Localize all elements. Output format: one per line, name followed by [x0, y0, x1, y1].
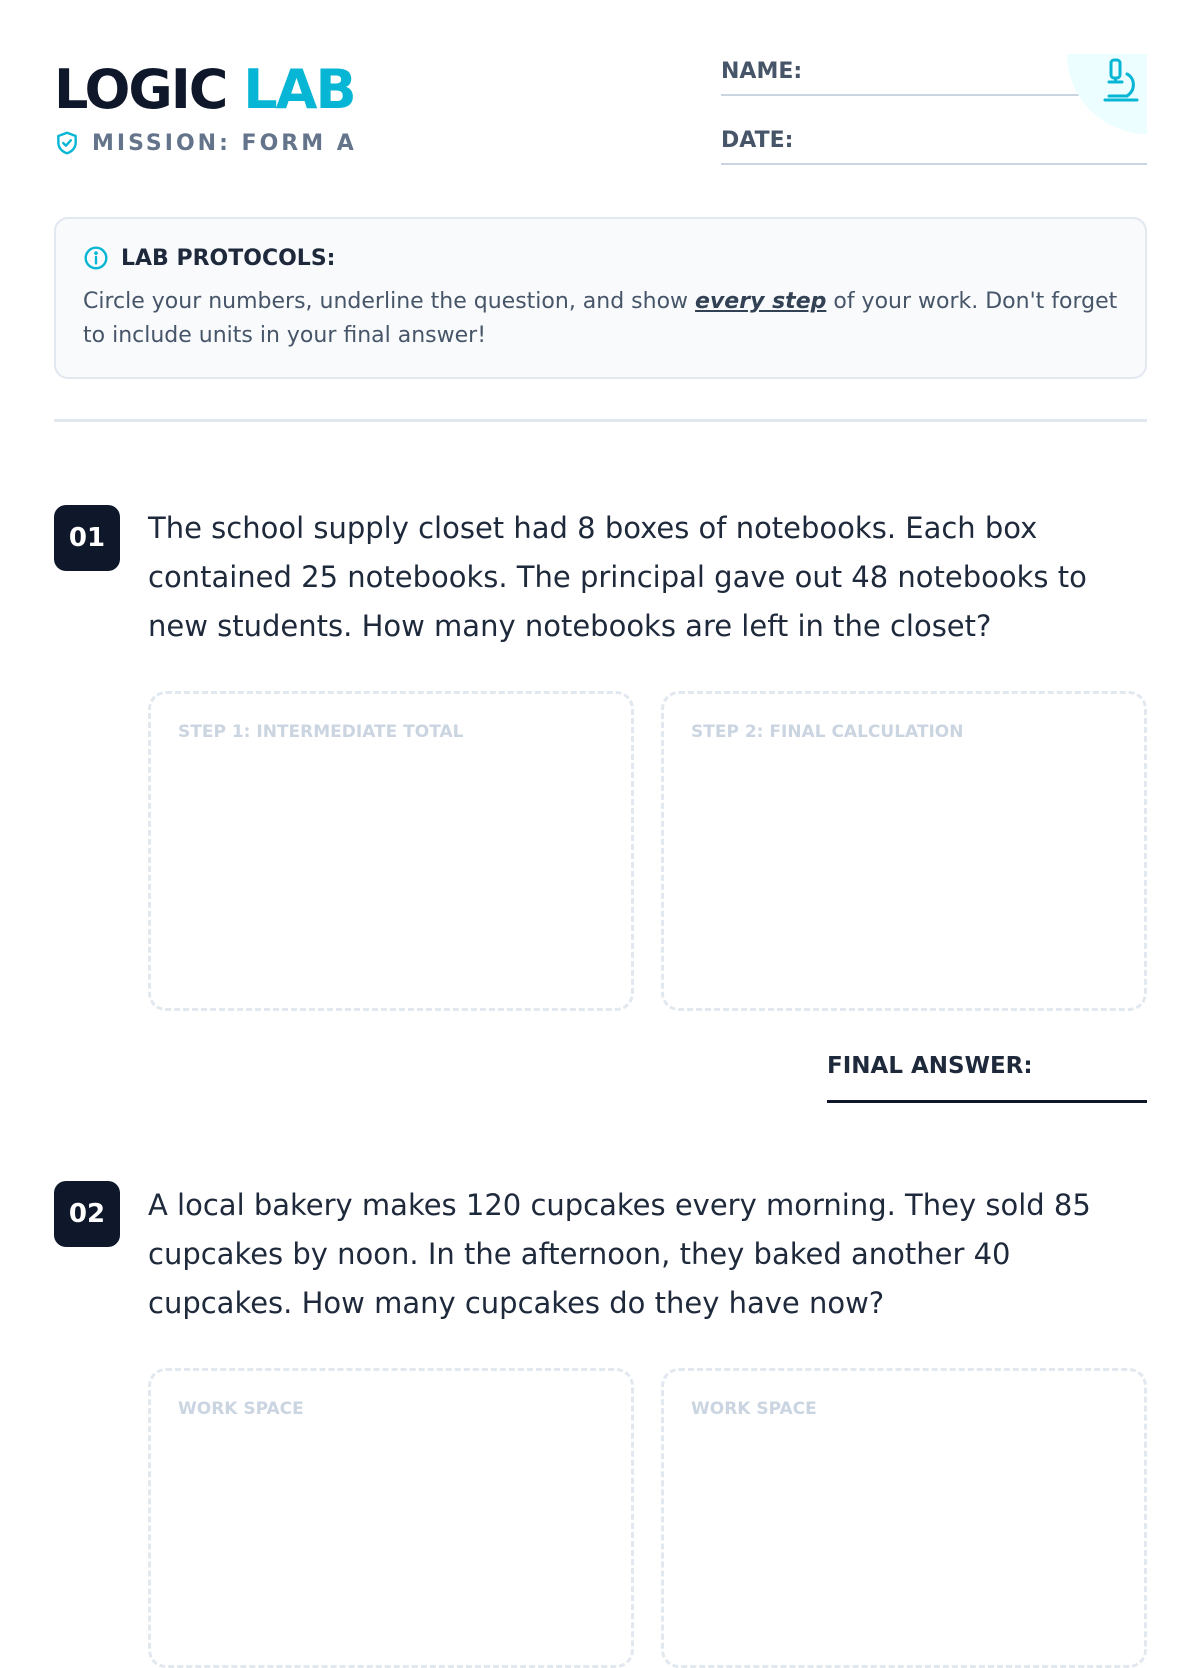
microscope-icon	[1095, 56, 1143, 108]
problem-number-badge: 02	[54, 1181, 120, 1247]
work-box-label: STEP 2: FINAL CALCULATION	[691, 722, 964, 742]
problem-question: A local bakery makes 120 cupcakes every morning. They sold 85 cupcakes by noon. In the afternoon, they baked another 40 cupcakes. How many cupcakes do they have now?	[148, 1188, 1091, 1320]
brand-logo	[54, 58, 355, 122]
mission-text: MISSION: FORM A	[92, 130, 357, 156]
date-label: DATE:	[721, 128, 794, 153]
student-info	[721, 50, 1147, 188]
protocols-emphasis: every step	[695, 289, 827, 314]
problem-question: The school supply closet had 8 boxes of notebooks. Each box contained 25 notebooks. The principal gave out 48 notebooks to new students. How many notebooks are left in the closet?	[148, 511, 1087, 643]
protocols-text	[83, 285, 1118, 353]
work-box-space-1[interactable]	[148, 1368, 634, 1668]
shield-check-icon	[54, 130, 80, 156]
work-box-label: WORK SPACE	[691, 1399, 817, 1419]
work-box-step-2[interactable]	[661, 691, 1147, 1011]
name-label: NAME:	[721, 59, 803, 84]
work-box-label: STEP 1: INTERMEDIATE TOTAL	[178, 722, 464, 742]
lab-protocols-box	[54, 217, 1147, 379]
protocols-text-before: Circle your numbers, underline the question, and show	[83, 289, 696, 314]
work-box-step-1[interactable]	[148, 691, 634, 1011]
date-field[interactable]	[721, 119, 1147, 165]
problem-number-badge: 01	[54, 505, 120, 571]
work-box-space-2[interactable]	[661, 1368, 1147, 1668]
work-box-label: WORK SPACE	[178, 1399, 304, 1419]
protocols-text-after: of your work. Don't forget to include units in your final answer!	[83, 289, 1118, 348]
protocols-title: LAB PROTOCOLS:	[121, 245, 336, 271]
section-divider	[54, 419, 1147, 422]
final-answer-field[interactable]	[827, 1050, 1147, 1103]
brand-word-lab: LAB	[243, 58, 355, 121]
mission-label	[54, 130, 357, 156]
info-icon	[83, 245, 109, 271]
protocols-heading	[83, 245, 1118, 271]
final-answer-label: FINAL ANSWER:	[827, 1053, 1033, 1079]
worksheet-page	[54, 0, 1147, 1600]
brand-word-logic: LOGIC	[54, 58, 227, 121]
